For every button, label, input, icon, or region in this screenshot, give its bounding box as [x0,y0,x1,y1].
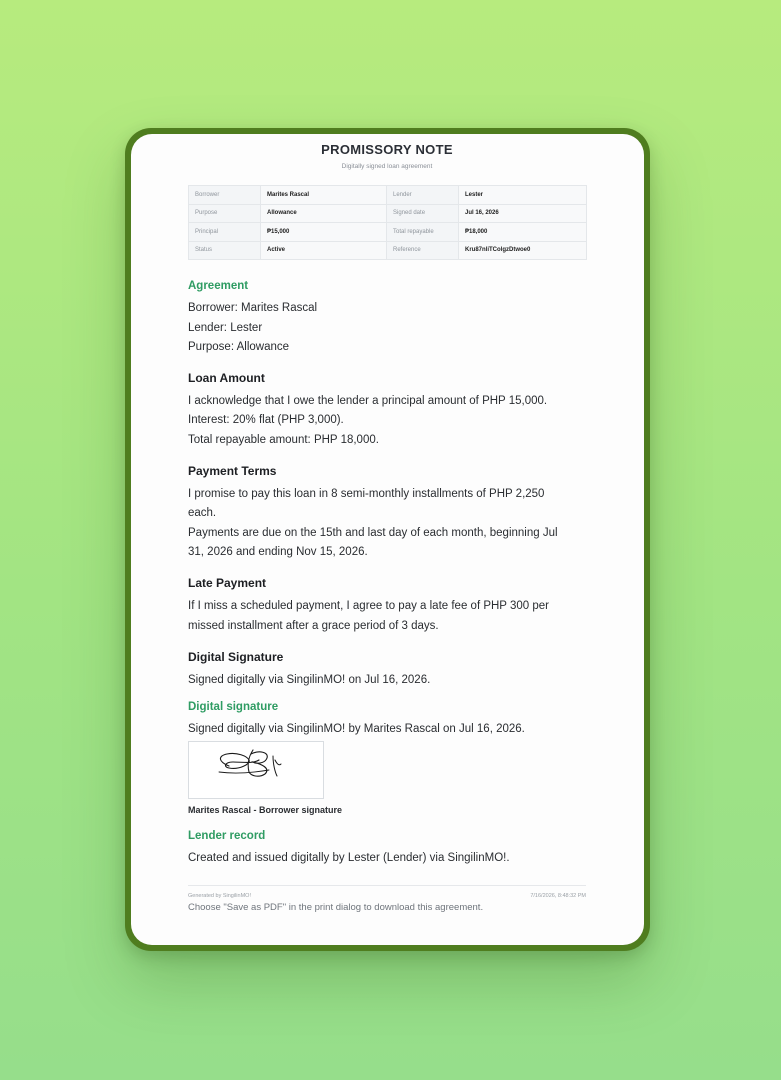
summary-value: Active [261,241,387,260]
loan-amount-line: Interest: 20% flat (PHP 3,000). [188,414,344,426]
agreement-line: Borrower: Marites Rascal [188,302,318,314]
lender-record-heading: Lender record [188,830,266,842]
late-payment-line: If I miss a scheduled payment, I agree to pay a late fee of PHP 300 per [188,600,549,612]
payment-terms-line: 31, 2026 and ending Nov 15, 2026. [188,546,368,558]
loan-amount-heading: Loan Amount [188,371,265,385]
digital-signature-heading: Digital Signature [188,650,284,664]
document-viewer[interactable] [131,134,644,945]
tablet-frame [125,128,650,951]
loan-amount-line: Total repayable amount: PHP 18,000. [188,434,379,446]
summary-value: Jul 16, 2026 [459,204,587,223]
summary-value: Marites Rascal [261,186,387,205]
payment-terms-heading: Payment Terms [188,464,277,478]
footer-timestamp: 7/16/2026, 8:48:32 PM [530,893,586,899]
signature-box [188,741,324,799]
summary-value: Allowance [261,204,387,223]
digital-signature-line: Signed digitally via SingilinMO! on Jul 16, 2026. [188,674,431,686]
table-row [189,186,587,205]
summary-key: Reference [387,241,459,260]
summary-value: Kru87nliTColgzDtwoe0 [459,241,587,260]
footer-divider [188,885,586,886]
page-subtitle: Digitally signed loan agreement [341,163,433,170]
footer-generated-by: Generated by SingilinMO! [188,893,251,899]
payment-terms-line: I promise to pay this loan in 8 semi-monthly installments of PHP 2,250 [188,488,545,500]
summary-value: Lester [459,186,587,205]
signature-caption: Marites Rascal - Borrower signature [188,805,343,815]
page-title: PROMISSORY NOTE [321,142,453,157]
agreement-heading: Agreement [188,280,249,292]
payment-terms-line: Payments are due on the 15th and last day of each month, beginning Jul [188,527,558,539]
signature-record-heading: Digital signature [188,701,279,713]
summary-value: ₱18,000 [459,223,587,242]
late-payment-line: missed installment after a grace period of 3 days. [188,620,439,632]
lender-record-line: Created and issued digitally by Lester (Lender) via SingilinMO!. [188,852,510,864]
summary-key: Principal [189,223,261,242]
table-row [189,241,587,260]
table-row [189,204,587,223]
footer-print-note: Choose "Save as PDF" in the print dialog to download this agreement. [188,902,484,913]
late-payment-heading: Late Payment [188,576,267,590]
summary-table [188,185,587,260]
signature-record-line: Signed digitally via SingilinMO! by Marites Rascal on Jul 16, 2026. [188,723,525,735]
summary-key: Status [189,241,261,260]
payment-terms-line: each. [188,507,217,519]
summary-key: Borrower [189,186,261,205]
summary-key: Lender [387,186,459,205]
agreement-line: Purpose: Allowance [188,341,290,353]
summary-value: ₱15,000 [261,223,387,242]
loan-amount-line: I acknowledge that I owe the lender a principal amount of PHP 15,000. [188,395,548,407]
summary-key: Total repayable [387,223,459,242]
agreement-line: Lender: Lester [188,322,263,334]
handwritten-signature [189,742,325,800]
table-row [189,223,587,242]
summary-key: Purpose [189,204,261,223]
summary-key: Signed date [387,204,459,223]
